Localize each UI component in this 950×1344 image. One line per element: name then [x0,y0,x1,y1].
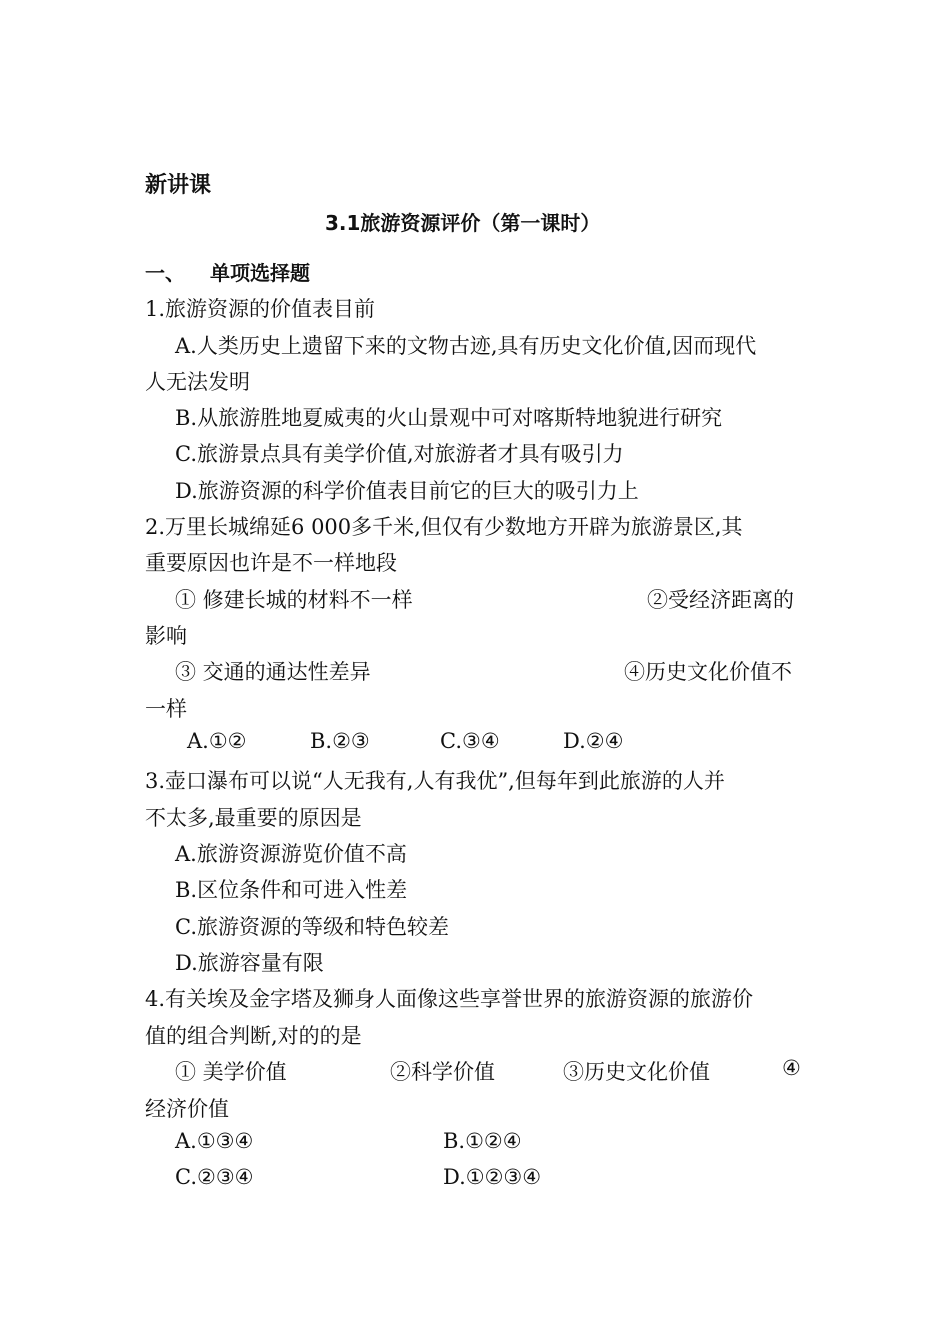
question-1-stem: 1.旅游资源的价值表目前 [145,297,376,321]
question-2-item-3: ③ 交通的通达性差异 [175,660,371,684]
question-4-option-c: C.②③④ [175,1165,254,1189]
question-4-option-d: D.①②③④ [443,1165,542,1189]
question-4-item-1: ① 美学价值 [175,1060,287,1084]
question-4-item-2: ②科学价值 [390,1060,495,1084]
question-2-item-1: ① 修建长城的材料不一样 [175,588,413,612]
question-2-item-4: ④历史文化价值不 [624,660,792,684]
question-2-item-4-cont: 一样 [145,697,187,721]
question-2-item-2-cont: 影响 [145,624,187,648]
question-4-option-a: A.①③④ [175,1129,254,1153]
question-4-option-b: B.①②④ [443,1129,522,1153]
question-3-option-c: C.旅游资源的等级和特色较差 [175,915,449,939]
question-2-option-b: B.②③ [310,729,370,753]
question-3-option-d: D.旅游容量有限 [175,951,324,975]
question-4-item-3: ③历史文化价值 [563,1060,710,1084]
question-2-option-d: D.②④ [563,729,624,753]
question-1-option-a: A.人类历史上遗留下来的文物古迹,具有历史文化价值,因而现代 [175,334,757,358]
question-3-stem-cont: 不太多,最重要的原因是 [145,806,362,830]
question-4-stem: 4.有关埃及金字塔及狮身人面像这些享誉世界的旅游资源的旅游价 [145,987,754,1011]
question-3-option-a: A.旅游资源游览价值不高 [175,842,407,866]
question-1-option-c: C.旅游景点具有美学价值,对旅游者才具有吸引力 [175,442,624,466]
lesson-title: 3.1旅游资源评价（第一课时） [325,211,601,235]
question-2-item-2: ②受经济距离的 [647,588,794,612]
question-4-stem-cont: 值的组合判断,对的的是 [145,1024,362,1048]
question-3-option-b: B.区位条件和可进入性差 [175,878,408,902]
question-4-item-4-mark: ④ [782,1056,801,1080]
question-1-option-d: D.旅游资源的科学价值表目前它的巨大的吸引力上 [175,479,639,503]
question-3-stem: 3.壶口瀑布可以说“人无我有,人有我优”,但每年到此旅游的人并 [145,769,725,793]
question-1-option-b: B.从旅游胜地夏威夷的火山景观中可对喀斯特地貌进行研究 [175,406,723,430]
question-4-item-4-text: 经济价值 [145,1097,229,1121]
question-2-option-a: A.①② [187,729,247,753]
question-2-option-c: C.③④ [440,729,500,753]
question-2-stem-cont: 重要原因也许是不一样地段 [145,551,397,575]
section-number: 一、 [145,261,185,285]
question-1-option-a-cont: 人无法发明 [145,370,250,394]
page-header: 新讲课 [145,173,212,198]
section-title: 单项选择题 [210,261,310,285]
question-2-stem: 2.万里长城绵延6 000多千米,但仅有少数地方开辟为旅游景区,其 [145,515,743,539]
